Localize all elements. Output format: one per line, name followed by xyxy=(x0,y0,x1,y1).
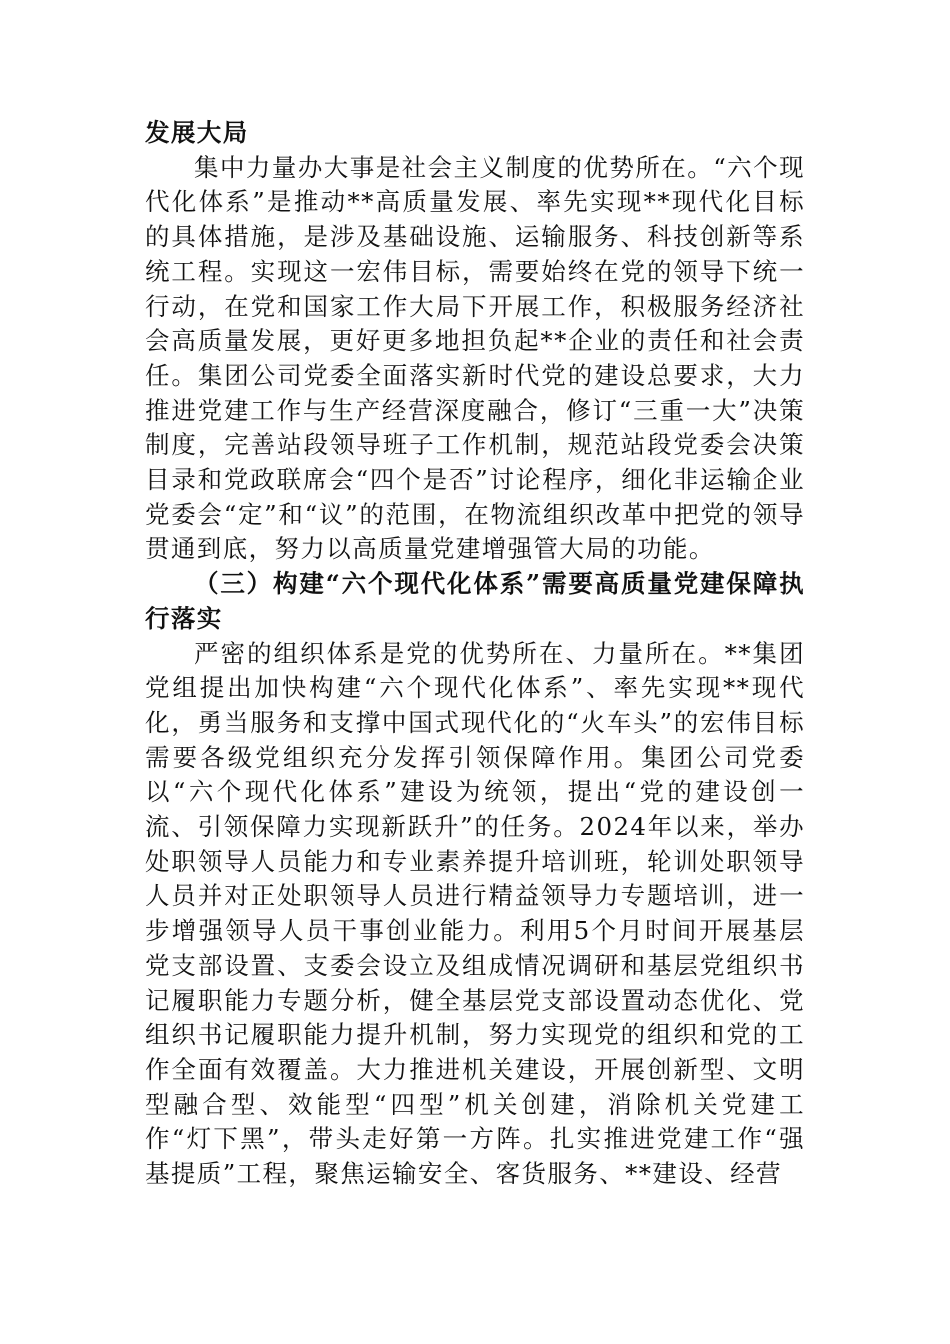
body-paragraph: 严密的组织体系是党的优势所在、力量所在。**集团党组提出加快构建“六个现代化体系”、率先实现**现代化，勇当服务和支撑中国式现代化的“火车头”的宏伟目标需要各级党组织充分发挥引领保障作用。集团公司党委以“六个现代化体系”建设为统领，提出“党的建设创一流、引领保障力实现新跃升”的任务。2024年以来，举办处职领导人员能力和专业素养提升培训班，轮训处职领导人员并对正处职领导人员进行精益领导力专题培训，进一步增强领导人员干事创业能力。利用5个月时间开展基层党支部设置、支委会设立及组成情况调研和基层党组织书记履职能力专题分析，健全基层党支部设置动态优化、党组织书记履职能力提升机制，努力实现党的组织和党的工作全面有效覆盖。大力推进机关建设，开展创新型、文明型融合型、效能型“四型”机关创建，消除机关党建工作“灯下黑”，带头走好第一方阵。扎实推进党建工作“强基提质”工程，聚焦运输安全、客货服务、**建设、经营 xyxy=(145,638,805,1189)
body-paragraph: 集中力量办大事是社会主义制度的优势所在。“六个现代化体系”是推动**高质量发展、率先实现**现代化目标的具体措施，是涉及基础设施、运输服务、科技创新等系统工程。实现这一宏伟目标，需要始终在党的领导下统一行动，在党和国家工作大局下开展工作，积极服务经济社会高质量发展，更好更多地担负起**企业的责任和社会责任。集团公司党委全面落实新时代党的建设总要求，大力推进党建工作与生产经营深度融合，修订“三重一大”决策制度，完善站段领导班子工作机制，规范站段党委会决策目录和党政联席会“四个是否”讨论程序，细化非运输企业党委会“定”和“议”的范围，在物流组织改革中把党的领导贯通到底，努力以高质量党建增强管大局的功能。 xyxy=(145,152,805,564)
document-body xyxy=(145,116,805,1192)
section-heading-continued: 发展大局 xyxy=(145,118,249,147)
section-heading: （三）构建“六个现代化体系”需要高质量党建保障执行落实 xyxy=(145,569,805,633)
